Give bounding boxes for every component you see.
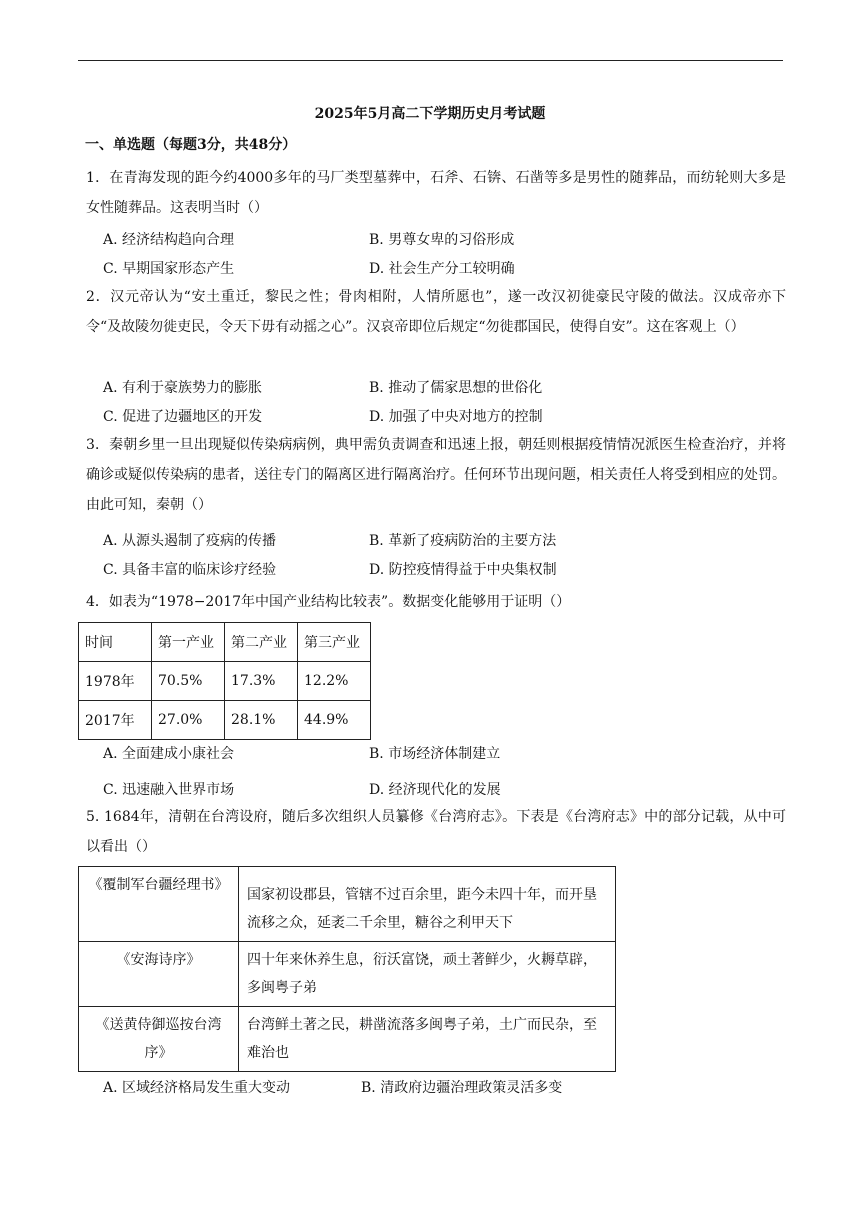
- q2-option-d[interactable]: D. 加强了中央对地方的控制: [369, 409, 543, 425]
- q1-option-a[interactable]: A. 经济结构趋向合理: [103, 232, 235, 248]
- table-cell: 70.5%: [152, 662, 225, 701]
- table-header-cell: 第三产业: [298, 623, 371, 662]
- table-header-cell: 第二产业: [225, 623, 298, 662]
- source-title-cell: 《送黄侍御巡按台湾序》: [79, 1007, 239, 1072]
- q3-option-c[interactable]: C. 具备丰富的临床诊疗经验: [103, 562, 277, 578]
- question-4-stem: 4．如表为“1978−2017年中国产业结构比较表”。数据变化能够用于证明（）: [86, 594, 571, 610]
- question-5-stem: 5. 1684年，清朝在台湾设府，随后多次组织人员纂修《台湾府志》。下表是《台湾府志》中的部分记载，从中可以看出（）: [86, 809, 786, 855]
- excerpt-cell: 台湾鲜土著之民，耕凿流落多闽粤子弟，土广而民杂，至难治也: [239, 1007, 616, 1072]
- source-title-cell: 《覆制军台疆经理书》: [79, 867, 239, 942]
- question-1-stem: 1．在青海发现的距今约4000多年的马厂类型墓葬中，石斧、石锛、石凿等多是男性的随葬品，而纺轮则大多是女性随葬品。这表明当时（）: [86, 170, 786, 216]
- table-cell: 12.2%: [298, 662, 371, 701]
- table-row: [79, 662, 371, 701]
- table-header-cell: 时间: [79, 623, 152, 662]
- table-cell: 27.0%: [152, 701, 225, 740]
- source-title-cell: 《安海诗序》: [79, 942, 239, 1007]
- q5-option-a[interactable]: A. 区域经济格局发生重大变动: [103, 1080, 291, 1096]
- q3-option-a[interactable]: A. 从源头遏制了疫病的传播: [103, 533, 277, 549]
- question-3-stem: 3．秦朝乡里一旦出现疑似传染病病例，典甲需负责调查和迅速上报，朝廷则根据疫情情况派医生检查治疗，并将确诊或疑似传染病的患者，送往专门的隔离区进行隔离治疗。任何环节出现问题，相关责任人将受到相应的处罚。由此可知，秦朝（）: [86, 437, 786, 513]
- industry-structure-table: [78, 622, 371, 740]
- table-row: [79, 867, 616, 942]
- q4-option-a[interactable]: A. 全面建成小康社会: [103, 746, 235, 762]
- q1-option-c[interactable]: C. 早期国家形态产生: [103, 261, 235, 277]
- table-header-cell: 第一产业: [152, 623, 225, 662]
- q3-option-d[interactable]: D. 防控疫情得益于中央集权制: [369, 562, 557, 578]
- q4-option-c[interactable]: C. 迅速融入世界市场: [103, 782, 235, 798]
- q1-option-b[interactable]: B. 男尊女卑的习俗形成: [369, 232, 515, 248]
- q2-option-a[interactable]: A. 有利于豪族势力的膨胀: [103, 380, 263, 396]
- q5-option-b[interactable]: B. 清政府边疆治理政策灵活多变: [361, 1080, 563, 1096]
- table-row: [79, 942, 616, 1007]
- document-title: 2025年5月高二下学期历史月考试题: [314, 106, 546, 122]
- table-cell: 17.3%: [225, 662, 298, 701]
- table-cell: 1978年: [79, 662, 152, 701]
- table-row: [79, 701, 371, 740]
- table-row: [79, 1007, 616, 1072]
- q2-option-c[interactable]: C. 促进了边疆地区的开发: [103, 409, 263, 425]
- excerpt-cell: 四十年来休养生息，衍沃富饶，顽土著鲜少，火耨草辟，多闽粤子弟: [239, 942, 616, 1007]
- q4-option-d[interactable]: D. 经济现代化的发展: [369, 782, 501, 798]
- section-title: 一、单选题（每题3分，共48分）: [85, 137, 297, 153]
- taiwan-gazetteer-table: [78, 866, 616, 1072]
- table-cell: 2017年: [79, 701, 152, 740]
- table-cell: 28.1%: [225, 701, 298, 740]
- q3-option-b[interactable]: B. 革新了疫病防治的主要方法: [369, 533, 557, 549]
- header-rule: [78, 60, 783, 61]
- q4-option-b[interactable]: B. 市场经济体制建立: [369, 746, 501, 762]
- q2-option-b[interactable]: B. 推动了儒家思想的世俗化: [369, 380, 543, 396]
- question-2-stem: 2．汉元帝认为“安土重迁，黎民之性；骨肉相附，人情所愿也”，遂一改汉初徙豪民守陵的做法。汉成帝亦下令“及故陵勿徙吏民，令天下毋有动摇之心”。汉哀帝即位后规定“勿徙郡国民，使得自安”。这在客观上（）: [86, 289, 786, 335]
- table-header-row: [79, 623, 371, 662]
- excerpt-cell: 国家初设郡县，管辖不过百余里，距今未四十年，而开垦流移之众，延袤二千余里，糖谷之利甲天下: [239, 867, 616, 942]
- table-cell: 44.9%: [298, 701, 371, 740]
- q1-option-d[interactable]: D. 社会生产分工较明确: [369, 261, 515, 277]
